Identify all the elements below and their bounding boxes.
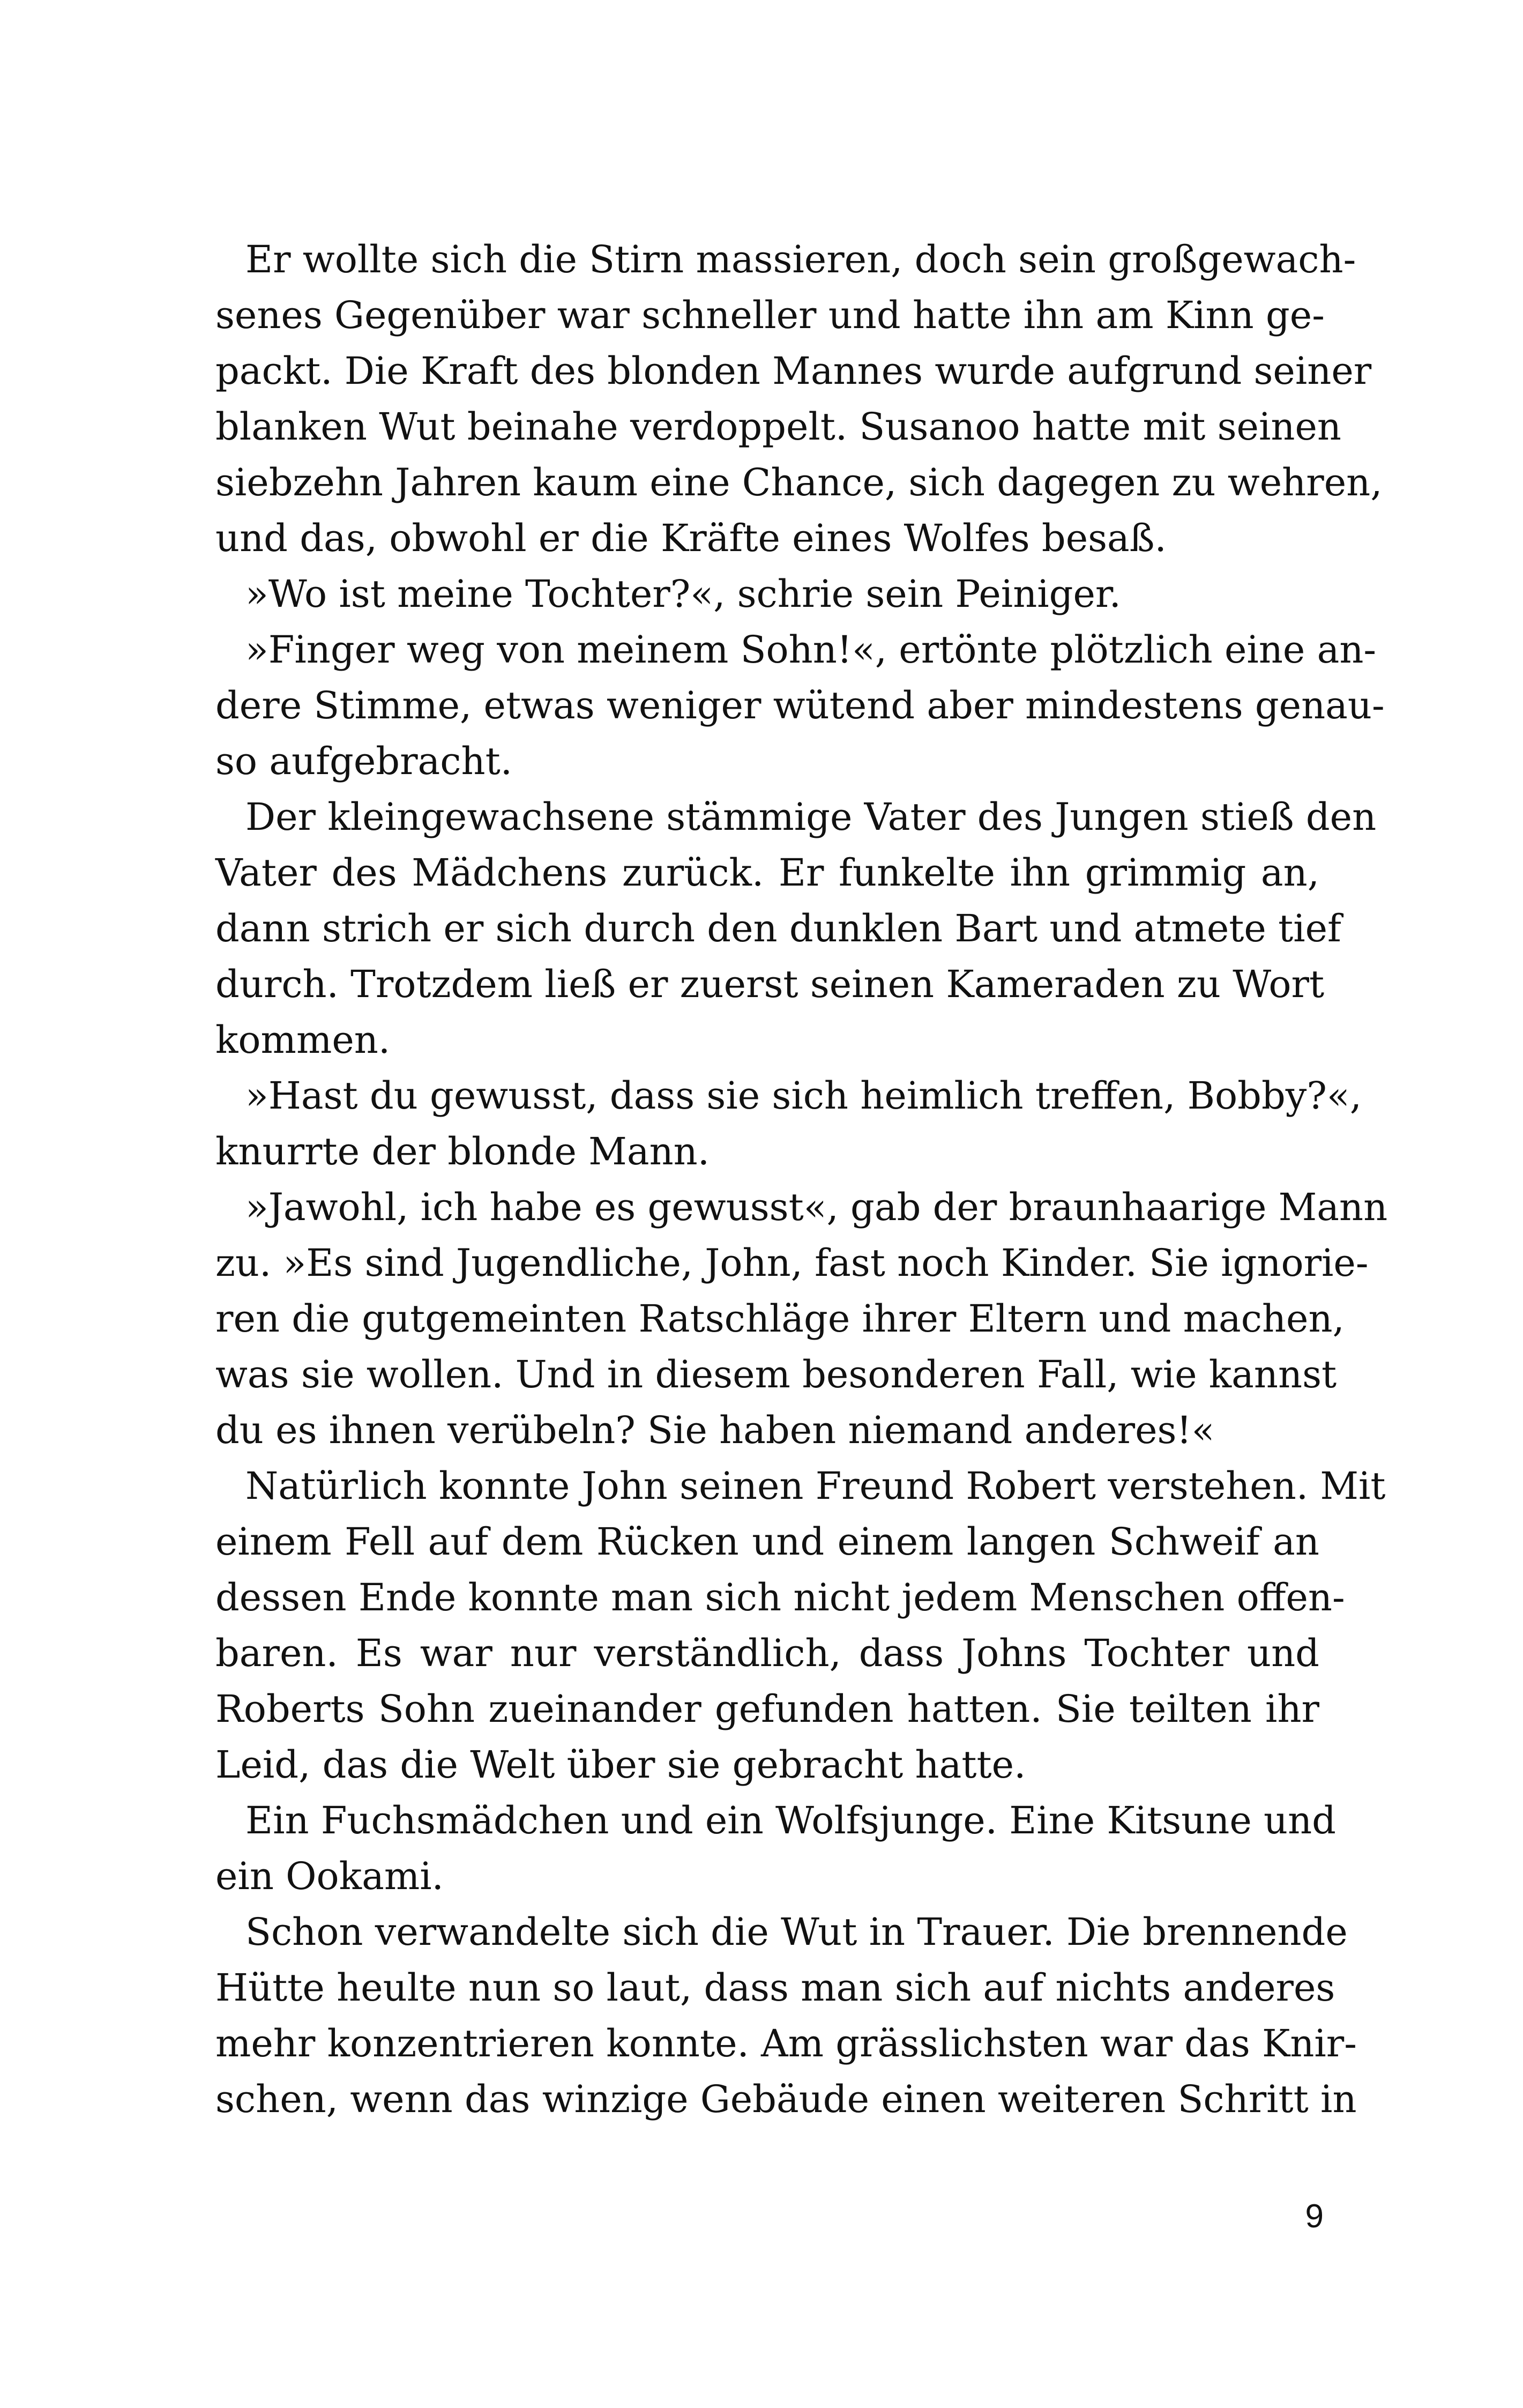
text-line: knurrte der blonde Mann. [215,1129,710,1173]
text-line: Ein Fuchsmädchen und ein Wolfsjunge. Eine Kitsune und [245,1798,1336,1842]
text-line: blanken Wut beinahe verdoppelt. Susanoo hatte mit seinen [215,405,1341,449]
text-line: dann strich er sich durch den dunklen Bart und atmete tief [215,906,1341,950]
text-line: durch. Trotzdem ließ er zuerst seinen Kameraden zu Wort [215,962,1325,1006]
text-line: Er wollte sich die Stirn massieren, doch sein großgewach- [245,237,1356,281]
text-line: Natürlich konnte John seinen Freund Robert verstehen. Mit [245,1464,1386,1508]
text-line: packt. Die Kraft des blonden Mannes wurde aufgrund seiner [215,349,1372,393]
text-line: ren die gutgemeinten Ratschläge ihrer Eltern und machen, [215,1297,1345,1341]
text-line: dessen Ende konnte man sich nicht jedem Menschen offen- [215,1575,1345,1619]
page-body-text [215,232,1388,2127]
text-line: zu. »Es sind Jugendliche, John, fast noch Kinder. Sie ignorie- [215,1241,1369,1285]
text-line: was sie wollen. Und in diesem besonderen Fall, wie kannst [215,1352,1337,1396]
text-line: Roberts Sohn zueinander gefunden hatten. Sie teilten ihr [215,1687,1319,1731]
text-line: »Finger weg von meinem Sohn!«, ertönte plötzlich eine an- [245,628,1377,672]
text-line: Hütte heulte nun so laut, dass man sich auf nichts anderes [215,1966,1335,2010]
text-line: Schon verwandelte sich die Wut in Trauer. Die brennende [245,1910,1348,1954]
text-line: kommen. [215,1018,391,1062]
text-line: ein Ookami. [215,1854,444,1898]
text-line: einem Fell auf dem Rücken und einem langen Schweif an [215,1520,1319,1564]
text-line: so aufgebracht. [215,739,512,783]
text-line: du es ihnen verübeln? Sie haben niemand anderes!« [215,1408,1215,1452]
text-line: baren. Es war nur verständlich, dass Johns Tochter und [215,1631,1319,1675]
text-line: siebzehn Jahren kaum eine Chance, sich dagegen zu wehren, [215,460,1383,504]
text-line: schen, wenn das winzige Gebäude einen weiteren Schritt in [215,2077,1357,2121]
text-line: Der kleingewachsene stämmige Vater des Jungen stieß den [245,795,1377,839]
text-line: »Jawohl, ich habe es gewusst«, gab der braunhaarige Mann [245,1185,1388,1229]
text-line: mehr konzentrieren konnte. Am grässlichsten war das Knir- [215,2021,1357,2065]
text-line: »Wo ist meine Tochter?«, schrie sein Peiniger. [245,572,1121,616]
page-number: 9 [1305,2198,1324,2235]
text-line: dere Stimme, etwas weniger wütend aber mindestens genau- [215,683,1385,727]
text-line: Leid, das die Welt über sie gebracht hatte. [215,1743,1026,1787]
text-line: senes Gegenüber war schneller und hatte ihn am Kinn ge- [215,293,1325,337]
text-line: »Hast du gewusst, dass sie sich heimlich treffen, Bobby?«, [245,1074,1362,1118]
text-line: Vater des Mädchens zurück. Er funkelte ihn grimmig an, [215,851,1319,895]
text-line: und das, obwohl er die Kräfte eines Wolfes besaß. [215,516,1167,560]
